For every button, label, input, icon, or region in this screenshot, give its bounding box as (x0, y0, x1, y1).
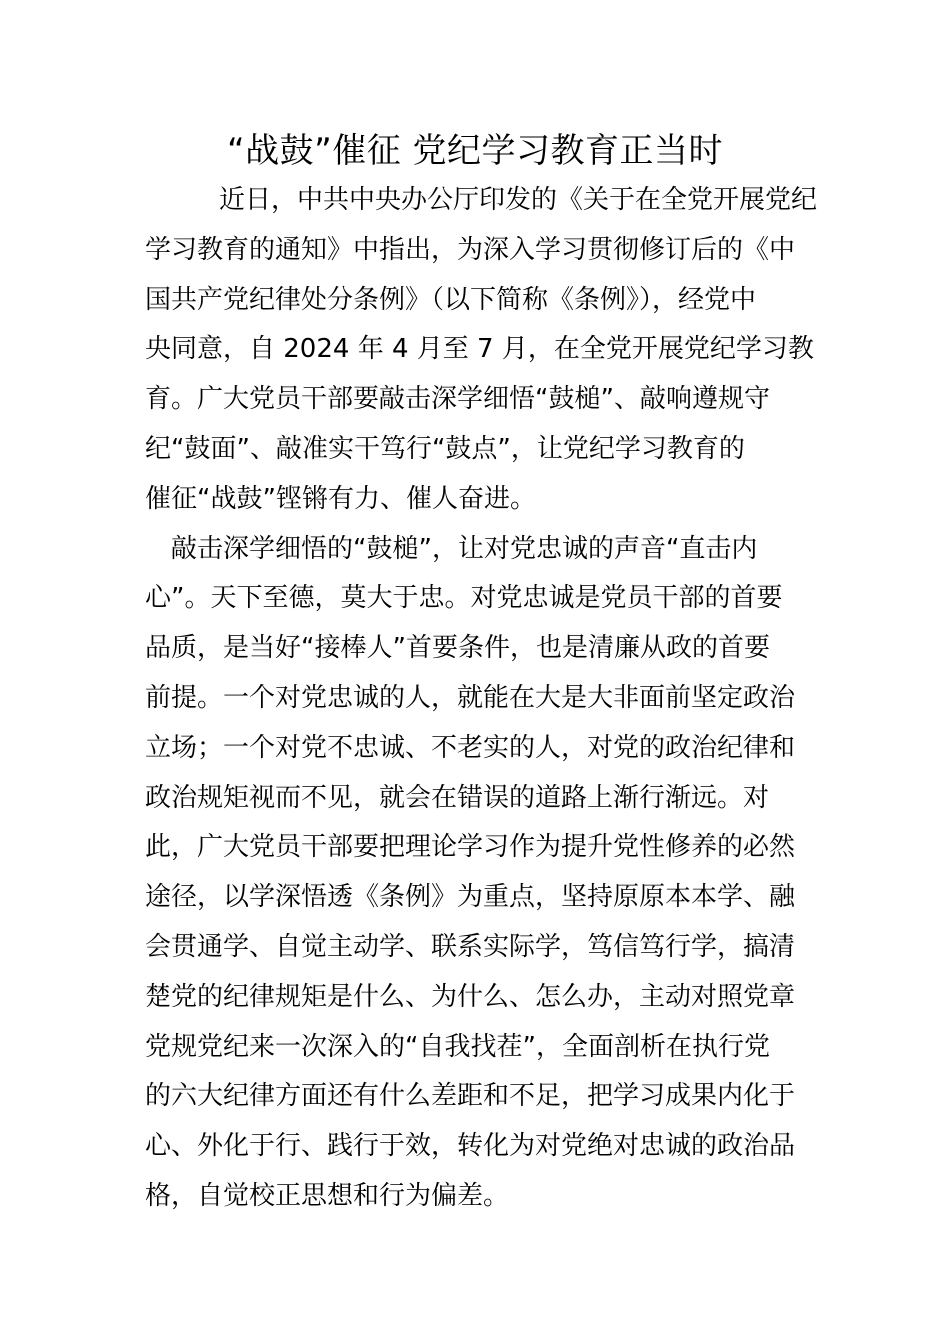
document-title: “战鼓”催征 党纪学习教育正当时 (226, 131, 724, 171)
text-line: 的六大纪律方面还有什么差距和不足，把学习成果内化于 (145, 1081, 796, 1112)
text-line: 立场；一个对党不忠诚、不老实的人，对党的政治纪律和 (145, 732, 796, 763)
text-line: 品质，是当好“接棒人”首要条件，也是清廉从政的首要 (145, 633, 770, 664)
text-line: 前提。一个对党忠诚的人，就能在大是大非面前坚定政治 (145, 682, 796, 713)
text-line: 国共产党纪律处分条例》（以下简称《条例》），经党中 (145, 284, 757, 315)
text-line: 心”。天下至德，莫大于忠。对党忠诚是党员干部的首要 (145, 583, 783, 614)
text-line: 政治规矩视而不见，就会在错误的道路上渐行渐远。对 (145, 782, 770, 813)
text-line: 近日，中共中央办公厅印发的《关于在全党开展党纪 (219, 185, 818, 215)
text-line: 党规党纪来一次深入的“自我找茬”，全面剖析在执行党 (145, 1031, 770, 1062)
text-line: 纪“鼓面”、敲准实干笃行“鼓点”，让党纪学习教育的 (145, 433, 745, 464)
text-line: 格，自觉校正思想和行为偏差。 (145, 1180, 510, 1211)
text-line: 催征“战鼓”铿锵有力、催人奋进。 (145, 483, 536, 514)
text-line: 央同意，自 2024 年 4 月至 7 月，在全党开展党纪学习教 (145, 334, 814, 365)
document-body (145, 176, 818, 1222)
text-line: 途径，以学深悟透《条例》为重点，坚持原原本本学、融 (145, 882, 796, 913)
text-line: 此，广大党员干部要把理论学习作为提升党性修养的必然 (145, 832, 796, 863)
text-line: 楚党的纪律规矩是什么、为什么、怎么办，主动对照党章 (145, 981, 796, 1012)
text-line: 学习教育的通知》中指出，为深入学习贯彻修订后的《中 (145, 234, 796, 265)
paragraph-2 (145, 525, 810, 1222)
paragraph-1 (145, 176, 818, 525)
text-line: 育。广大党员干部要敲击深学细悟“鼓槌”、敲响遵规守 (145, 384, 770, 415)
text-line: 会贯通学、自觉主动学、联系实际学，笃信笃行学，搞清 (145, 931, 796, 962)
text-line: 敲击深学细悟的“鼓槌”，让对党忠诚的声音“直击内 (171, 533, 758, 564)
text-line: 心、外化于行、践行于效，转化为对党绝对忠诚的政治品 (145, 1131, 796, 1162)
